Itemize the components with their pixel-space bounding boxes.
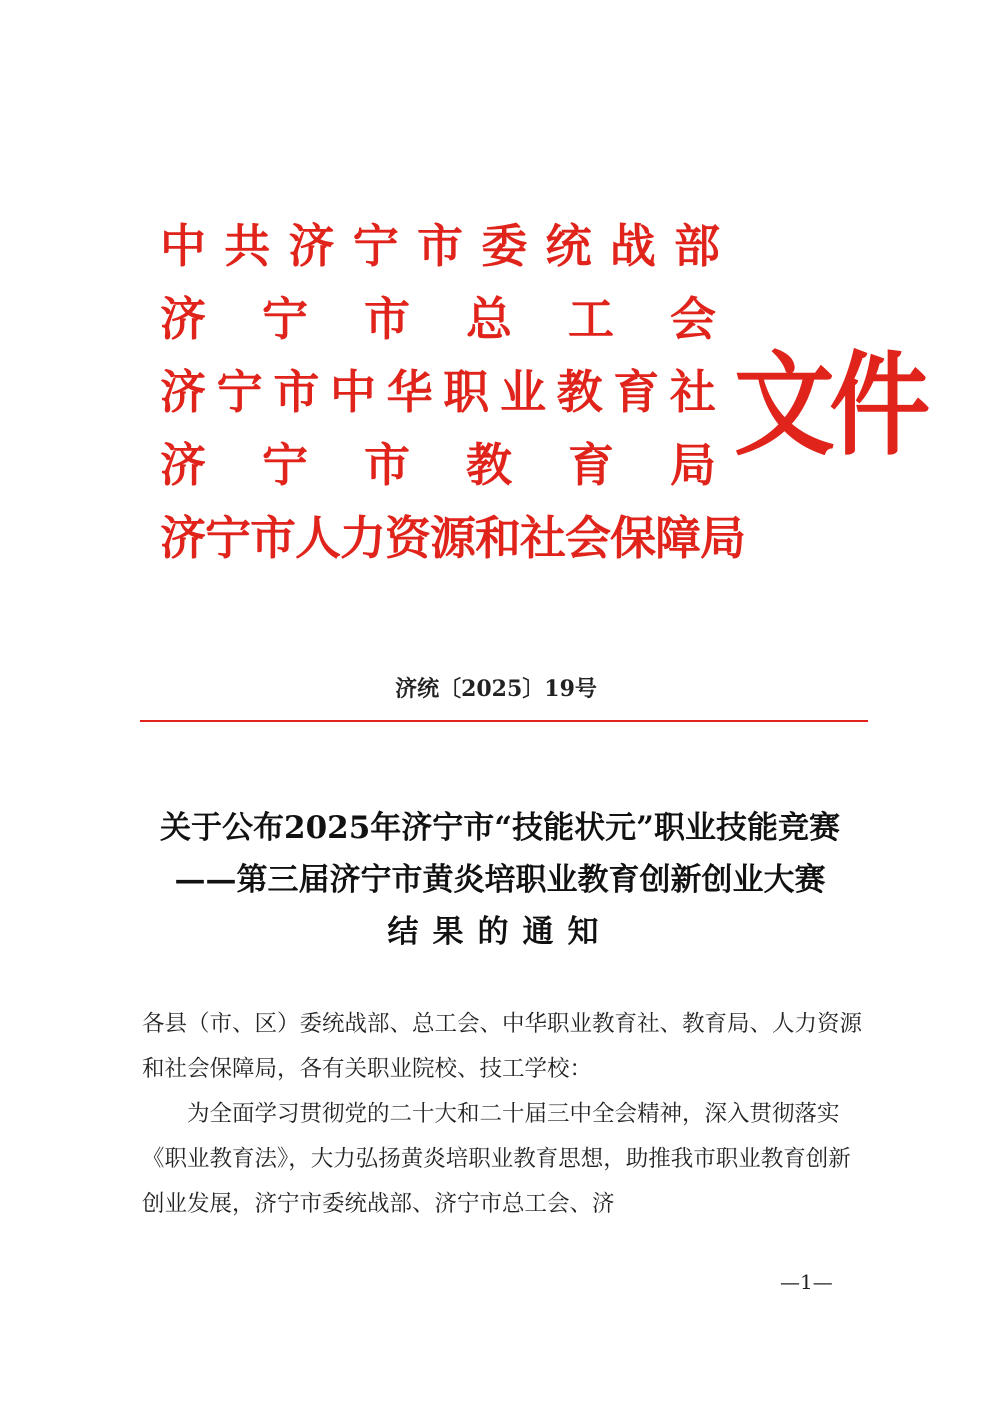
issuer-char: 教 (466, 438, 512, 492)
issuer-char: 战 (609, 219, 656, 273)
document-type-mark: 文件 (734, 340, 925, 471)
issuer-line: 济宁市人力资源和社会保障局 (160, 511, 745, 565)
issuer-char: 育 (613, 365, 660, 419)
issuer-char: 济 (160, 292, 206, 346)
issuer-char: 社 (669, 365, 716, 419)
addressee: 各县（市、区）委统战部、总工会、中华职业教育社、教育局、人力资源和社会保障局，各有关职业院校、技工学校： (142, 1011, 863, 1082)
notice-body (142, 1002, 864, 1227)
issuer-char: 业 (499, 365, 546, 419)
title-line-3: 结果的通知 (387, 914, 613, 950)
issuer-char: 济 (160, 438, 206, 492)
issuer-char: 济 (160, 365, 206, 419)
issuer-char: 宁 (262, 438, 308, 492)
issuer-char: 委 (481, 219, 528, 273)
issuer-char: 市 (273, 365, 320, 419)
body-paragraph: 为全面学习贯彻党的二十大和二十届三中全会精神，深入贯彻落实《职业教育法》，大力弘扬黄炎培职业教育思想，助推我市职业教育创新创业发展，济宁市委统战部、济宁市总工会、济 (142, 1101, 851, 1217)
issuer-char: 总 (466, 292, 512, 346)
document-number: 济统〔2025〕19号 (395, 676, 597, 702)
issuer-char: 育 (568, 438, 614, 492)
issuer-char: 中 (329, 365, 376, 419)
issuer-char: 华 (386, 365, 433, 419)
issuer-char: 职 (443, 365, 490, 419)
title-line-2: ——第三届济宁市黄炎培职业教育创新创业大赛 (174, 862, 826, 898)
issuer-char: 统 (545, 219, 592, 273)
issuing-authorities (160, 210, 745, 575)
issuer-char: 共 (224, 219, 271, 273)
issuer-char: 市 (364, 292, 410, 346)
issuer-char: 会 (670, 292, 716, 346)
issuer-char: 市 (364, 438, 410, 492)
issuer-char: 局 (670, 438, 716, 492)
issuer-char: 济 (288, 219, 335, 273)
issuer-char: 市 (417, 219, 463, 273)
issuer-char: 工 (568, 292, 614, 346)
issuer-char: 部 (674, 219, 720, 273)
issuer-line (160, 283, 716, 356)
issuer-line (160, 210, 720, 283)
issuer-char: 中 (160, 219, 206, 273)
title-line-1: 关于公布2025年济宁市“技能状元”职业技能竞赛 (160, 810, 840, 846)
issuer-char: 宁 (262, 292, 308, 346)
issuer-char: 宁 (352, 219, 399, 273)
red-divider (140, 720, 868, 722)
notice-title (100, 802, 900, 958)
issuer-char: 宁 (216, 365, 263, 419)
issuer-line (160, 429, 716, 502)
page-number: —1— (780, 1270, 833, 1294)
issuer-char: 教 (556, 365, 603, 419)
issuer-line (160, 356, 716, 429)
